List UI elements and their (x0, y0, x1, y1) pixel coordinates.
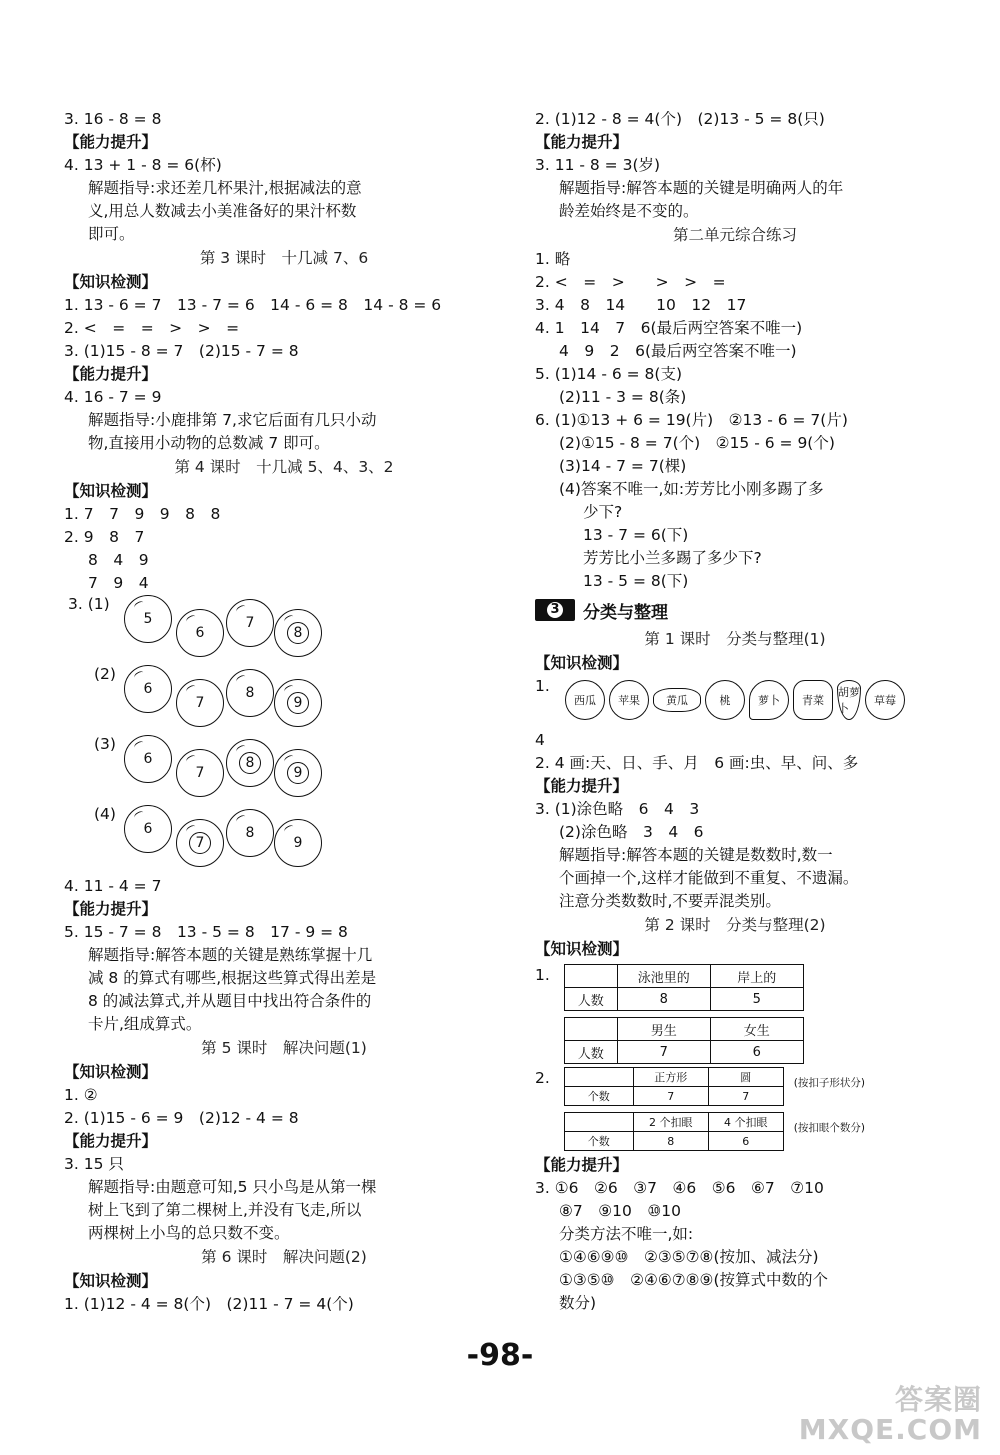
answer-line: 少下? (583, 503, 623, 521)
ball-icon: 6 (124, 805, 172, 853)
ball-row-label: 3. (1) (68, 595, 110, 613)
left-column (64, 108, 504, 1316)
explanation-line: 即可。 (88, 225, 135, 243)
tally-table: 男生 女生 人数 7 6 (564, 1017, 804, 1064)
lesson-title: 第 1 课时 分类与整理(1) (644, 630, 826, 648)
ball-icon: 7 (176, 819, 224, 867)
section-heading: 【知识检测】 (535, 940, 629, 958)
ball-icon: 9 (274, 749, 322, 797)
ball-icon: 8 (274, 609, 322, 657)
strawberry-icon: 草莓 (865, 680, 905, 720)
ball-icon: 9 (274, 679, 322, 727)
lesson-title: 第 3 课时 十几减 7、6 (199, 249, 369, 267)
ball-row (68, 735, 504, 805)
ball-icon: 7 (226, 599, 274, 647)
answer-line: 2. < = > > > = (535, 273, 726, 291)
answer-line: 3. (1)15 - 8 = 7 (2)15 - 7 = 8 (64, 342, 299, 360)
explanation-line: 龄差始终是不变的。 (559, 202, 699, 220)
answer-line: 8 4 9 (88, 551, 149, 569)
section-heading: 【能力提升】 (64, 1132, 158, 1150)
section-heading: 【能力提升】 (535, 1156, 629, 1174)
lesson-title: 第 4 课时 十几减 5、4、3、2 (174, 458, 394, 476)
explanation-line: 解题指导:解答本题的关键是数数时,数一 (559, 846, 833, 864)
answer-line: 4 (535, 731, 545, 749)
ball-icon: 7 (176, 749, 224, 797)
answer-line: 2. (1)15 - 6 = 9 (2)12 - 4 = 8 (64, 1109, 299, 1127)
ball-icon: 8 (226, 669, 274, 717)
right-column (535, 108, 935, 1315)
answer-line: 5. (1)14 - 6 = 8(支) (535, 365, 683, 383)
unit-title: 分类与整理 (583, 602, 668, 623)
answer-line: 2. < = = > > = (64, 319, 240, 337)
answer-line: 3. 16 - 8 = 8 (64, 110, 162, 128)
explanation-line: 注意分类数数时,不要弄混类别。 (559, 892, 781, 910)
ball-icon: 9 (274, 819, 322, 867)
watermelon-icon: 西瓜 (565, 680, 605, 720)
table-block (535, 1067, 935, 1151)
watermark-url: MXQE.COM (798, 1413, 982, 1446)
greens-icon: 青菜 (793, 680, 833, 720)
answer-line: 3. 11 - 8 = 3(岁) (535, 156, 661, 174)
ball-icon: 8 (226, 739, 274, 787)
section-heading: 【知识检测】 (64, 482, 158, 500)
answer-line: (3)14 - 7 = 7(棵) (559, 457, 687, 475)
answer-line: 2. 4 画:天、日、手、月 6 画:虫、早、问、多 (535, 754, 859, 772)
unit-header (535, 595, 935, 625)
carrot-icon: 胡萝卜 (837, 680, 861, 720)
table-block (535, 964, 935, 1064)
answer-line: 3. (1)涂色略 6 4 3 (535, 800, 700, 818)
explanation-line: 8 的减法算式,并从题目中找出符合条件的 (88, 992, 372, 1010)
answer-line: 7 9 4 (88, 574, 149, 592)
answer-line: (2)涂色略 3 4 6 (559, 823, 704, 841)
explanation-line: 树上飞到了第二棵树上,并没有飞走,所以 (88, 1201, 362, 1219)
ball-row-label: (4) (94, 805, 116, 823)
answer-line: 1. 7 7 9 9 8 8 (64, 505, 221, 523)
explanation-line: 义,用总人数减去小美准备好的果汁杯数 (88, 202, 357, 220)
answer-line: 4. 1 14 7 6(最后两空答案不唯一) (535, 319, 803, 337)
answer-line: 4. 13 + 1 - 8 = 6(杯) (64, 156, 222, 174)
watermark-text: 答案圈 (894, 1383, 982, 1416)
explanation-line: 解题指导:小鹿排第 7,求它后面有几只小动 (88, 411, 377, 429)
ball-icon: 6 (124, 665, 172, 713)
question-number: 2. (535, 1069, 550, 1087)
answer-line: 2. (1)12 - 8 = 4(个) (2)13 - 5 = 8(只) (535, 110, 825, 128)
unit-number-badge: 3 (535, 599, 575, 621)
question-number: 1. (535, 677, 550, 695)
explanation-line: 个画掉一个,这样才能做到不重复、不遗漏。 (559, 869, 859, 887)
peach-icon: 桃 (705, 680, 745, 720)
answer-line: 3. 4 8 14 10 12 17 (535, 296, 747, 314)
section-heading: 【知识检测】 (64, 1272, 158, 1290)
answer-line: 3. ①6 ②6 ③7 ④6 ⑤6 ⑥7 ⑦10 (535, 1179, 824, 1197)
answer-line: 5. 15 - 7 = 8 13 - 5 = 8 17 - 9 = 8 (64, 923, 348, 941)
ball-row (68, 805, 504, 875)
answer-line: 数分) (559, 1294, 597, 1312)
answer-line: 13 - 7 = 6(下) (583, 526, 689, 544)
answer-line: 6. (1)①13 + 6 = 19(片) ②13 - 6 = 7(片) (535, 411, 848, 429)
explanation-line: 解题指导:解答本题的关键是明确两人的年 (559, 179, 844, 197)
ball-icon: 6 (124, 735, 172, 783)
answer-line: 3. 15 只 (64, 1155, 124, 1173)
answer-line: (2)11 - 3 = 8(条) (559, 388, 687, 406)
answer-line: 4. 16 - 7 = 9 (64, 388, 162, 406)
apple-icon: 苹果 (609, 680, 649, 720)
answer-line: (4)答案不唯一,如:芳芳比小刚多踢了多 (559, 480, 824, 498)
answer-line: ①④⑥⑨⑩ ②③⑤⑦⑧(按加、减法分) (559, 1248, 819, 1266)
ball-icon: 6 (176, 609, 224, 657)
explanation-line: 解题指导:由题意可知,5 只小鸟是从第一棵 (88, 1178, 377, 1196)
lesson-title: 第 5 课时 解决问题(1) (201, 1039, 367, 1057)
explanation-line: 两棵树上小鸟的总只数不变。 (88, 1224, 290, 1242)
answer-line: 1. 13 - 6 = 7 13 - 7 = 6 14 - 6 = 8 14 - 8 = 6 (64, 296, 442, 314)
table-note: (按扣眼个数分) (793, 1122, 865, 1134)
cucumber-icon: 黄瓜 (653, 688, 701, 712)
question-number: 1. (535, 966, 550, 984)
lesson-title: 第 6 课时 解决问题(2) (201, 1248, 367, 1266)
section-heading: 【能力提升】 (535, 777, 629, 795)
ball-icon: 7 (176, 679, 224, 727)
section-heading: 【知识检测】 (535, 654, 629, 672)
section-heading: 【知识检测】 (64, 1063, 158, 1081)
tally-table: 正方形 圆 个数 7 7 (564, 1067, 784, 1106)
answer-line: (2)①15 - 8 = 7(个) ②15 - 6 = 9(个) (559, 434, 835, 452)
answer-line: 2. 9 8 7 (64, 528, 145, 546)
radish-icon: 萝卜 (749, 680, 789, 720)
explanation-line: 卡片,组成算式。 (88, 1015, 202, 1033)
explanation-line: 解题指导:求还差几杯果汁,根据减法的意 (88, 179, 362, 197)
answer-line: 芳芳比小兰多踢了多少下? (583, 549, 762, 567)
section-heading: 【能力提升】 (64, 900, 158, 918)
answer-line: 1. 略 (535, 250, 571, 268)
ball-row-label: (3) (94, 735, 116, 753)
answer-line: 1. (1)12 - 4 = 8(个) (2)11 - 7 = 4(个) (64, 1295, 354, 1313)
table-note: (按扣子形状分) (793, 1077, 865, 1089)
answer-line: 1. ② (64, 1086, 98, 1104)
answer-line: ⑧7 ⑨10 ⑩10 (559, 1202, 681, 1220)
explanation-line: 物,直接用小动物的总数减 7 即可。 (88, 434, 330, 452)
ball-row (68, 595, 504, 665)
ball-icon: 8 (226, 809, 274, 857)
picture-row (535, 675, 935, 729)
ball-row-label: (2) (94, 665, 116, 683)
tally-table: 泳池里的 岸上的 人数 8 5 (564, 964, 804, 1011)
answer-line: 13 - 5 = 8(下) (583, 572, 689, 590)
explanation-line: 减 8 的算式有哪些,根据这些算式得出差是 (88, 969, 377, 987)
explanation-line: 解题指导:解答本题的关键是熟练掌握十几 (88, 946, 373, 964)
section-heading: 【能力提升】 (64, 133, 158, 151)
section-heading: 【能力提升】 (64, 365, 158, 383)
page-number: -98- (466, 1338, 534, 1373)
watermark (799, 1385, 982, 1445)
lesson-title: 第 2 课时 分类与整理(2) (644, 916, 826, 934)
ball-icon: 5 (124, 595, 172, 643)
section-heading: 【知识检测】 (64, 273, 158, 291)
tally-table: 2 个扣眼 4 个扣眼 个数 8 6 (564, 1112, 784, 1151)
unit-review-title: 第二单元综合练习 (672, 226, 797, 244)
ball-row (68, 665, 504, 735)
answer-line: 4. 11 - 4 = 7 (64, 877, 162, 895)
answer-line: 分类方法不唯一,如: (559, 1225, 694, 1243)
answer-line: 4 9 2 6(最后两空答案不唯一) (559, 342, 797, 360)
section-heading: 【能力提升】 (535, 133, 629, 151)
answer-line: ①③⑤⑩ ②④⑥⑦⑧⑨(按算式中数的个 (559, 1271, 829, 1289)
